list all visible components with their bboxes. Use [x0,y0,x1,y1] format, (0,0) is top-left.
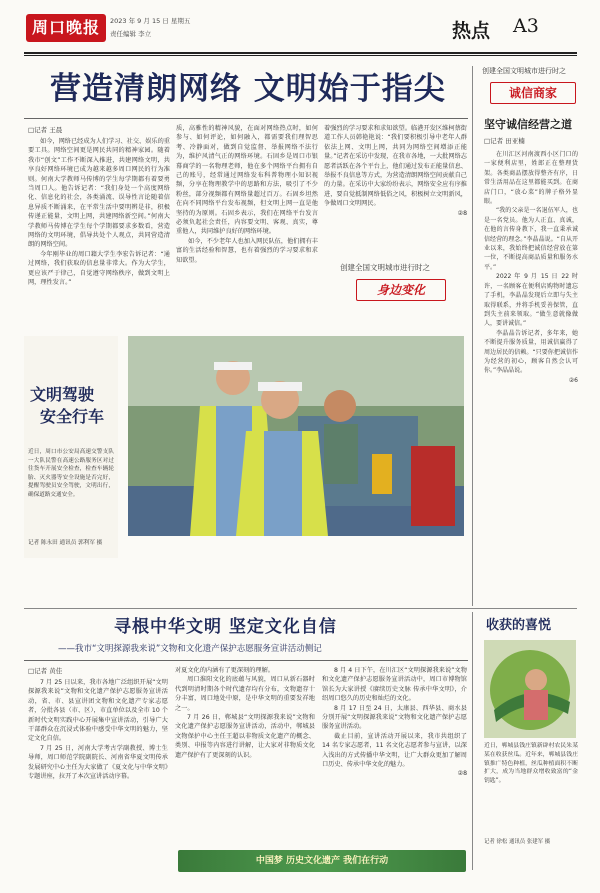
culture-col-2-para-2: 周口淮阳文化的底蕴与风貌，周口从新石器时代到明清时期各个时代遗存均有分布，文物遗存十分丰富，周口地处中原，是中华文明的重要发祥地之一。 [175,676,315,712]
main-col-2 [176,124,318,332]
culture-col-1-para-2: 7 月 25 日，河南大学考古学副教授、博士生导师，周口师范学院副院长、河南省华夏文明传承发展研究中心主任为大家做了《夏文化与中华文明》专题讲座，拉开了本次宣讲活动序幕。 [28,744,168,781]
right-article-body [484,150,578,602]
page-number: A3 [513,15,539,37]
culture-col-1 [28,678,168,864]
photo-police-inspection [128,336,464,536]
harvest-caption: 近日，郸城县钱庄镇新辟村农民朱某某在收获丝瓜。近年来，郸城县钱庄镇推广特色种植，丝瓜种植面积不断扩大，成为当地群众增收致富的“金钥匙”。 [484,743,578,785]
harvest-credit: 记者 徐松 通讯员 张建军 摄 [484,839,551,845]
series-note: 创建全国文明城市进行时之 [340,263,430,272]
culture-col-2-para-3: 7 月 26 日，郸城县“文明探源我来说”文物和文化遗产保护志愿服务宣讲活动，活动中，郸城县文物保护中心主任王超以非物质文化遗产的概念、类别、申报等内容进行讲解，让大家对非物质文化遗产保护有了更深刻的认识。 [175,714,315,759]
right-headline: 坚守诚信经营之道 [484,118,572,131]
right-kicker: 创建全国文明城市进行时之 [482,67,566,75]
right-para-2: “我的父亲是一名退伍军人，也是一名党员。他为人正直、真诚，在他的言传身教下，我一直秉承诚信经营的理念。”李晶晶说。“自从开业以来，我始终把诚信经营放在第一位，不断提高商品质量和服务水平。” [484,207,578,271]
masthead-divider-thin [24,55,577,56]
photo-title-panel [24,336,118,558]
right-para-1: 在川汇区河南渡西小区门口的一家便利店里，姓郎正在整理货架。各类商品摆放得整齐有序，日常生活用品在这里都能买到。在商店门口，“放心菜”的牌子格外显眼。 [484,151,578,206]
culture-subhead: ——我市“文明探源我来说”文物和文化遗产保护志愿服务宣讲活动侧记 [58,644,322,654]
right-para-4: 李晶晶告诉记者，多年来，她不断提升服务质量，用诚信赢得了周边居民的信赖。“只要你把诚信作为经营的初心，顾客自然会认可你。”李晶晶说。 [484,329,578,375]
main-byline: □记者 王晨 [28,126,63,134]
masthead-divider [24,52,577,54]
editor-line: 责任编辑 李立 [110,30,152,38]
headline-rule [24,118,468,119]
photo-caption: 近日，周口市公安局高速交警支队一大队民警在高速公路服务区对过往货车开展安全检查，检查车辆轮胎、灭火器等安全设施是否完好，提醒驾驶员安全驾驶，文明出行，确保道路交通安全。 [28,449,114,498]
photo-credit: 记者 陈永田 通讯员 郭利军 摄 [28,540,103,546]
main-col-1 [28,137,170,332]
date-line: 2023 年 9 月 15 日 星期五 [110,17,191,25]
culture-rule [24,660,468,661]
culture-banner [178,850,466,872]
harvest-photo [484,640,576,738]
main-col-3-end: ②8 [457,209,467,217]
culture-col-3-para-1: 8 月 4 日下午，在川汇区“文明探源我来说”文物和文化遗产保护志愿服务宣讲活动中，周口市博物馆馆长为大家讲授《赓续历史文脉 传承中华文明》，介绍周口悠久的历史和灿烂的文化。 [322,667,467,703]
photo-title-line-2: 安全行车 [40,407,105,426]
section-divider [24,608,577,609]
right-end: ②6 [568,376,578,384]
culture-col-2 [175,666,315,844]
culture-col-1-para-1: 7 月 25 日以来，我市各地广泛组织开展“文明探源我来说”文物和文化遗产保护志愿服务宣讲活动，省、市、县宣讲团文物和文化遗产专家志愿者，分批各县（市、区），市直单位以及全市 10 个新时代文明实践中心开展集中宣讲活动，引导广大干部群众在沉浸式体验中感受中华文明的魅力，坚定文化自信。 [28,679,168,743]
right-byline: □记者 田亚楠 [484,137,525,145]
culture-headline: 寻根中华文明 坚定文化自信 [114,617,337,637]
culture-col-3-end: ②8 [457,770,467,778]
culture-col-3 [322,666,467,844]
photo-feature [24,336,468,558]
logo-text: 周口晚报 [31,18,100,37]
change-stamp [356,279,446,301]
right-para-3: 2022 年 9 月 15 日 22 时许，一名顾客在便利店购物时遗忘了手机，李晶晶发现后立即与失主取得联系，并将手机妥善保管，直到失主前来领取。“做生意就像做人，要讲诚信。” [484,273,578,328]
honest-merchant-tag-text: 诚信商家 [508,86,557,100]
culture-col-3-para-2: 8 月 17 日至 24 日，太康县、西华县、商水县分别开展“文明探源我来说”文物和文化遗产保护志愿服务宣讲活动。 [322,704,467,731]
main-col-1-para-2: 今年刚毕业的周口籍大学生李宏告诉记者：“通过网络，我们获取的信息量非常大。作为大学生，更应该严于律己，自觉遵守网络秩序，做到文明上网，理性发言。” [28,250,170,287]
harvest-title: 收获的喜悦 [486,618,552,633]
main-col-3-para-1: 着强烈的学习要求和求知欲望。临港开发区维柯蔡街道工作人员韩艳艳说：“我们要积极引导中老年人群依法上网、文明上网，共同为网络空间增添正能量。”记者在采访中发现，在我市各地，一大批网络志愿者活跃在各个平台上，他们通过发布正能量信息、举报不良信息等方式，为营造清朗网络空间贡献自己的力量。在采访中大家纷纷表示，网络安全应有序推进，要自觉抵制网络低俗之风，积极树立文明新风，争做周口文明网民。 [324,125,467,208]
culture-byline: □记者 黄佳 [28,667,63,675]
change-stamp-text: 身边变化 [376,283,425,297]
main-col-2-para-2: 如今，不少老年人也加入网民队伍，他们拥有丰富的生活经验和智慧，也有着强烈的学习要求和求知欲望。 [176,237,318,264]
culture-banner-text: 中国梦 历史文化遗产 我们在行动 [255,856,389,866]
section-label: 热点 [452,20,491,42]
column-divider [472,66,473,606]
main-col-1-para-1: 如今，网络已经成为人们学习、社交、娱乐的重要工具。网络空间更是网民共同的精神家园。随着我市“创文”工作不断深入推进，共建网络文明，共享良好网络环境已成为越来越多周口网民的行为准则。何南大学教师马传博的学生每学期都有着要勇当周口人。他告诉记者：“我们身处一个高度网络化、信息化的社会，各类涌流、误导性言论随着信息异质不断涌来，在平常生活中要明辨是非，积极传递正能量，文明上网，共建网络新空间。”何南大学教师马传博在学生每个学期都要求多数看，营造网络的文明环境，倡导共处个人观点，共同营造清朗的网络空间。 [28,138,170,249]
culture-col-3-para-3: 截止目前，宣讲活动开展以来，我市共组织了 14 名专家志愿者，11 名文化志愿者参与宣讲，以深入浅出的方式传播中华文明，让广大群众更加了解周口历史、传承中华文化的魅力。 [322,732,467,769]
main-col-2-para-1: 质，高雅性的精神风貌，在面对网络热点时，如何参与、如何评论，如何融入，都需要我们理智思考、冷静面对，做到自觉监督、举报网络不法行为，维护风清气正的网络环境。石固乡是周口市银幕商学的一名物理老师，他在多个网络平台拥有自己的账号，经常通过网络发布科普物理小知识视频，分享在物理教学中的思路和方法，吸引了不少粉丝，部分视频都有网络量超过百万。石固乡坦然在向不同网络平台发布视频，但文明上网一直是他坚持的为原则。石固乡表示，我们在网络平台发言必须负起社会责任，内容要文明、客观、真实，尊重他人，共同维护良好的网络环境。 [176,125,318,236]
main-col-3 [324,124,467,252]
honest-merchant-tag [490,82,576,104]
harvest-divider [472,612,473,870]
culture-col-2-para-1: 对夏文化的内涵有了更深刻的理解。 [175,667,274,674]
main-headline: 营造清朗网络 文明始于指尖 [50,71,446,107]
photo-title-line-1: 文明驾驶 [30,385,95,404]
masthead [0,0,600,66]
